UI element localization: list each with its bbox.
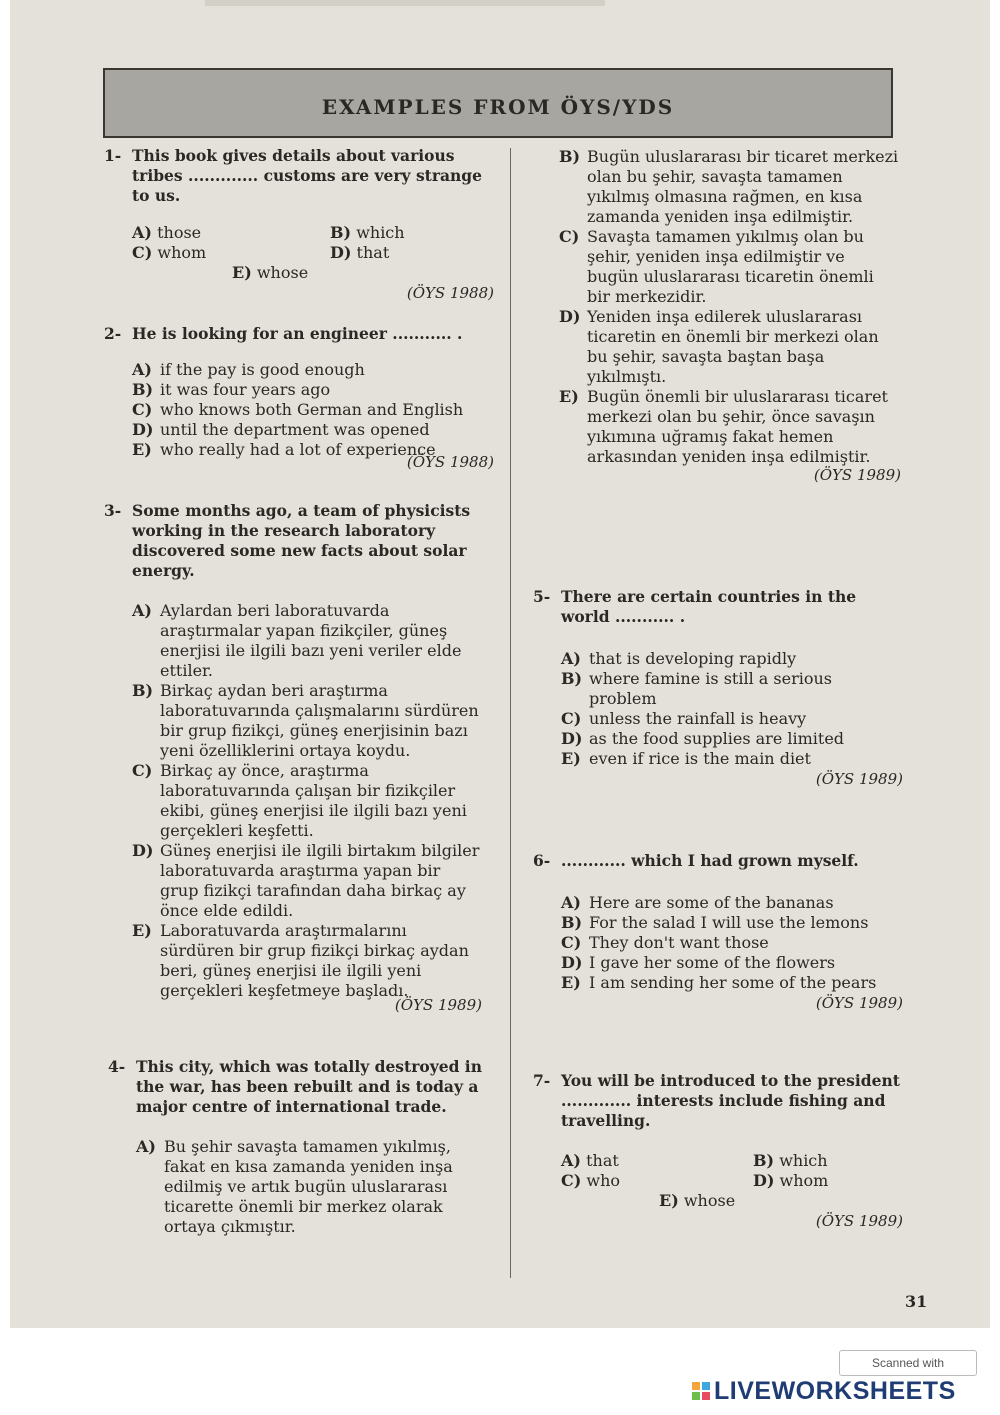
option-a[interactable] <box>132 360 494 380</box>
options-list <box>132 601 482 1001</box>
option-text: Savaşta tamamen yıkılmış olan bu şehir, yeniden inşa edilmiştir ve bugün uluslararası ticaretin önemli bir merkezidir. <box>587 227 874 306</box>
option-b[interactable] <box>132 681 482 761</box>
question-1 <box>104 146 494 303</box>
option-letter: B) <box>561 669 583 688</box>
option-a[interactable] <box>561 893 903 913</box>
option-a[interactable] <box>561 649 903 669</box>
option-text: even if rice is the main diet <box>589 749 811 768</box>
option-letter: E) <box>132 921 152 940</box>
option-b[interactable] <box>561 669 903 709</box>
option-text: unless the rainfall is heavy <box>589 709 807 728</box>
question-stem: This book gives details about various tribes ............. customs are very strange to us. <box>132 146 483 205</box>
option-e[interactable] <box>561 973 903 993</box>
column-divider <box>510 148 511 1278</box>
option-text: Bu şehir savaşta tamamen yıkılmış, fakat en kısa zamanda yeniden inşa edilmiş ve artık bugün uluslararası ticarette önemli bir merkez olarak ortaya çıkmıştır. <box>164 1137 453 1236</box>
question-stem: There are certain countries in the world ........... . <box>561 587 857 626</box>
question-number: 3- <box>104 501 122 520</box>
option-b[interactable]: B) which <box>330 223 405 242</box>
option-a[interactable]: A) that <box>561 1151 619 1170</box>
option-letter: D) <box>561 953 583 972</box>
question-source: (ÖYS 1989) <box>813 466 901 484</box>
option-c[interactable]: C) whom <box>132 243 207 262</box>
option-text: Bugün uluslararası bir ticaret merkezi olan bu şehir, savaşta tamamen yıkılmış olmasına rağmen, en kısa zamanda yeniden inşa edilmiştir. <box>587 147 899 226</box>
option-letter: A) <box>561 893 581 912</box>
option-c[interactable] <box>132 400 494 420</box>
option-d[interactable] <box>561 729 903 749</box>
question-stem: ............ which I had grown myself. <box>561 851 859 870</box>
question-stem: Some months ago, a team of physicists working in the research laboratory discovered some new facts about solar energy. <box>132 501 471 580</box>
option-c[interactable] <box>561 933 903 953</box>
option-text: I gave her some of the flowers <box>589 953 836 972</box>
question-stem: You will be introduced to the president ............. interests include fishing and travelling. <box>561 1071 900 1130</box>
option-e[interactable]: E) whose <box>232 263 309 282</box>
options-list <box>559 147 901 467</box>
option-text: Güneş enerjisi ile ilgili birtakım bilgiler laboratuvarda araştırma yapan bir grup fizikçi tarafından daha birkaç ay önce elde edildi. <box>160 841 480 920</box>
option-e[interactable] <box>132 921 482 1001</box>
option-b[interactable] <box>561 913 903 933</box>
question-source: (ÖYS 1988) <box>406 453 494 471</box>
option-letter: B) <box>132 681 154 700</box>
options-list <box>561 893 903 993</box>
question-4 <box>108 1057 488 1237</box>
section-title: EXAMPLES FROM ÖYS/YDS <box>321 95 675 119</box>
option-d[interactable] <box>559 307 901 387</box>
option-e[interactable] <box>559 387 901 467</box>
option-text: Aylardan beri laboratuvarda araştırmalar yapan fizikçiler, güneş enerjisi ile ilgili bazı yeni veriler elde ettiler. <box>160 601 462 680</box>
option-text: They don't want those <box>589 933 769 952</box>
option-c[interactable] <box>132 761 482 841</box>
option-text: where famine is still a serious problem <box>589 669 832 708</box>
question-6 <box>533 851 903 1013</box>
question-number: 5- <box>533 587 551 606</box>
option-text: I am sending her some of the pears <box>589 973 877 992</box>
section-header <box>103 68 893 138</box>
question-source: (ÖYS 1989) <box>394 996 482 1014</box>
question-stem: This city, which was totally destroyed in the war, has been rebuilt and is today a major centre of international trade. <box>136 1057 482 1116</box>
liveworksheets-icon <box>692 1382 710 1400</box>
question-stem: He is looking for an engineer ........... . <box>132 324 463 343</box>
question-4-continued <box>531 147 901 485</box>
option-letter: C) <box>132 761 153 780</box>
option-letter: A) <box>561 649 581 668</box>
option-text: Yeniden inşa edilerek uluslararası ticaretin en önemli bir merkezi olan bu şehir, savaşta baştan başa yıkılmıştı. <box>587 307 879 386</box>
option-c[interactable]: C) who <box>561 1171 621 1190</box>
option-text: if the pay is good enough <box>160 360 365 379</box>
option-text: as the food supplies are limited <box>589 729 845 748</box>
liveworksheets-brand: LIVEWORKSHEETS <box>714 1376 956 1405</box>
option-letter: E) <box>561 973 581 992</box>
question-source: (ÖYS 1988) <box>406 284 494 302</box>
option-a[interactable] <box>136 1137 488 1237</box>
option-text: who knows both German and English <box>160 400 464 419</box>
option-letter: A) <box>136 1137 156 1156</box>
option-letter: C) <box>561 709 582 728</box>
option-a[interactable]: A) those <box>132 223 202 242</box>
option-letter: D) <box>561 729 583 748</box>
option-text: Birkaç aydan beri araştırma laboratuvarında çalışmalarını sürdüren bir grup fizikçi, güneş enerjisinin bazı yeni özelliklerini ortaya koydu. <box>160 681 479 760</box>
option-c[interactable] <box>561 709 903 729</box>
option-d[interactable]: D) that <box>330 243 390 262</box>
question-number: 2- <box>104 324 122 343</box>
option-text: Birkaç ay önce, araştırma laboratuvarında çalışan bir fizikçiler ekibi, güneş enerjisi ile ilgili bazı yeni gerçekleri keşfetti. <box>160 761 467 840</box>
option-b[interactable] <box>132 380 494 400</box>
options-list <box>561 649 903 769</box>
option-d[interactable] <box>132 841 482 921</box>
option-text: that is developing rapidly <box>589 649 797 668</box>
option-letter: C) <box>559 227 580 246</box>
option-d[interactable]: D) whom <box>753 1171 829 1190</box>
option-letter: D) <box>132 841 154 860</box>
option-text: Bugün önemli bir uluslararası ticaret merkezi olan bu şehir, önce savaşın yıkımına uğramış fakat hemen arkasından yeniden inşa edilmiştir. <box>587 387 888 466</box>
option-letter: D) <box>559 307 581 326</box>
question-number: 6- <box>533 851 551 870</box>
scan-edge <box>205 0 605 6</box>
options-list <box>136 1137 488 1237</box>
question-7 <box>533 1071 903 1231</box>
option-letter: E) <box>559 387 579 406</box>
option-letter: E) <box>561 749 581 768</box>
option-c[interactable] <box>559 227 901 307</box>
question-number: 7- <box>533 1071 551 1090</box>
option-text: Laboratuvarda araştırmalarını sürdüren bir grup fizikçi birkaç aydan beri, güneş enerjisi ile ilgili yeni gerçekleri keşfetmeye başladı. <box>160 921 469 1000</box>
scanned-with-label: Scanned with <box>839 1350 977 1376</box>
option-text: Here are some of the bananas <box>589 893 834 912</box>
option-e[interactable]: E) whose <box>659 1191 736 1210</box>
option-letter: B) <box>559 147 581 166</box>
options-list <box>132 360 494 460</box>
option-e[interactable] <box>561 749 903 769</box>
option-letter: B) <box>561 913 583 932</box>
option-letter: D) <box>132 420 154 439</box>
option-letter: A) <box>132 601 152 620</box>
option-letter: B) <box>132 380 154 399</box>
option-letter: C) <box>132 400 153 419</box>
option-text: who really had a lot of experience <box>160 440 436 459</box>
option-d[interactable] <box>561 953 903 973</box>
option-text: For the salad I will use the lemons <box>589 913 869 932</box>
question-source: (ÖYS 1989) <box>815 770 903 788</box>
option-b[interactable]: B) which <box>753 1151 828 1170</box>
question-5 <box>533 587 903 789</box>
option-a[interactable] <box>132 601 482 681</box>
question-2 <box>104 324 494 472</box>
option-letter: C) <box>561 933 582 952</box>
option-text: it was four years ago <box>160 380 331 399</box>
question-source: (ÖYS 1989) <box>815 1212 903 1230</box>
option-letter: A) <box>132 360 152 379</box>
question-number: 1- <box>104 146 122 165</box>
option-d[interactable] <box>132 420 494 440</box>
option-letter: E) <box>132 440 152 459</box>
liveworksheets-logo <box>692 1376 956 1406</box>
page-number: 31 <box>905 1292 928 1311</box>
question-source: (ÖYS 1989) <box>815 994 903 1012</box>
option-text: until the department was opened <box>160 420 430 439</box>
question-3 <box>104 501 482 1015</box>
question-number: 4- <box>108 1057 126 1076</box>
option-b[interactable] <box>559 147 901 227</box>
